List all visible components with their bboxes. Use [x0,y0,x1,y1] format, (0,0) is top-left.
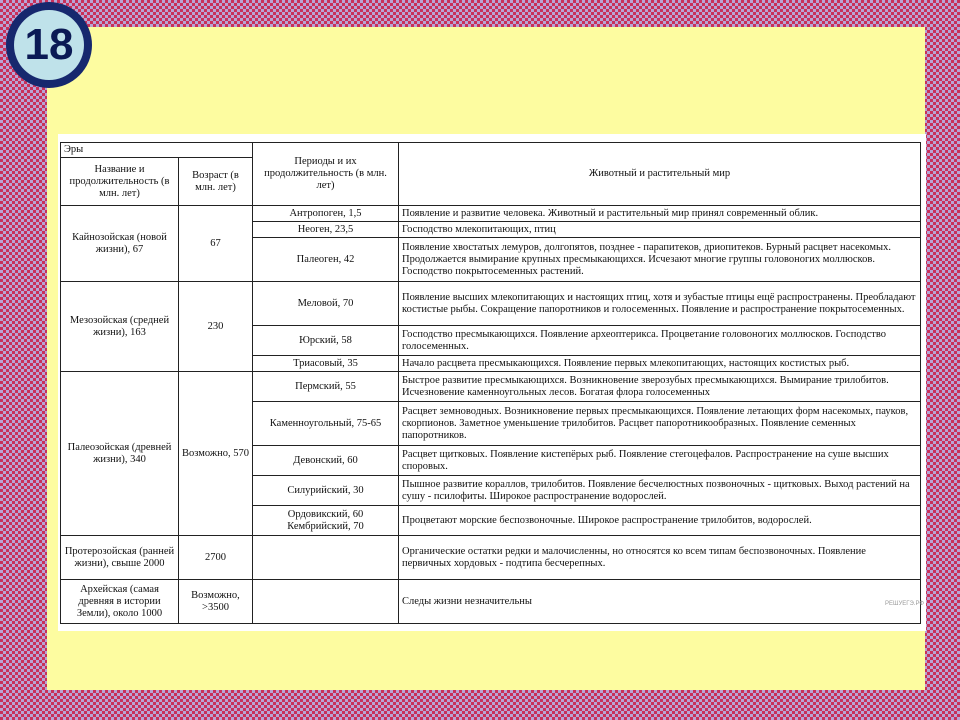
age-cell: 230 [179,282,253,372]
table-row [61,372,921,402]
period-cell: Антропоген, 1,5 [253,206,399,222]
age-cell: Возможно, >3500 [179,580,253,624]
period-cell: Меловой, 70 [253,282,399,326]
table-row [61,536,921,580]
life-cell: Появление хвостатых лемуров, долгопятов, позднее - парапитеков, дриопитеков. Бурный расцвет насекомых. Продолжается вымирание крупных пресмыкающихся. Исчезают многие группы головоногих моллюсков. Господство покрытосеменных растений. [399,238,921,282]
period-cell: Триасовый, 35 [253,356,399,372]
life-cell: Пышное развитие кораллов, трилобитов. Появление бесчелюстных позвоночных - щитковых. Выход растений на сушу - псилофиты. Широкое распространение водорослей. [399,476,921,506]
period-cell: Каменноугольный, 75-65 [253,402,399,446]
eras-table [60,142,921,624]
life-cell: Быстрое развитие пресмыкающихся. Возникновение зверозубых пресмыкающихся. Вымирание трилобитов. Исчезновение каменноугольных лесов. Богатая флора голосеменных [399,372,921,402]
slide-number: 18 [14,10,84,80]
life-cell: Господство пресмыкающихся. Появление археоптерикса. Процветание головоногих моллюсков. Господство голосеменных. [399,326,921,356]
name-header: Название и продолжительность (в млн. лет) [61,158,179,206]
table-row [61,206,921,222]
era-cell: Протерозойская (ранней жизни), свыше 2000 [61,536,179,580]
watermark: РЕШУЕГЭ.РФ [884,601,924,607]
life-cell: Начало расцвета пресмыкающихся. Появление первых млекопитающих, настоящих костистых рыб. [399,356,921,372]
slide-number-badge [6,2,92,88]
life-cell: Появление и развитие человека. Животный и растительный мир принял современный облик. [399,206,921,222]
period-cell: Пермский, 55 [253,372,399,402]
table-panel [58,134,926,631]
table-row [61,282,921,326]
eras-header: Эры [61,143,253,158]
life-cell: Процветают морские беспозвоночные. Широкое распространение трилобитов, водорослей. [399,506,921,536]
age-cell: 67 [179,206,253,282]
era-cell: Кайнозойская (новой жизни), 67 [61,206,179,282]
life-cell: Господство млекопитающих, птиц [399,222,921,238]
era-cell: Палеозойская (древней жизни), 340 [61,372,179,536]
period-cell: Палеоген, 42 [253,238,399,282]
era-cell: Архейская (самая древняя в истории Земли), около 1000 [61,580,179,624]
life-cell: Органические остатки редки и малочисленны, но относятся ко всем типам беспозвоночных. Появление первичных хордовых - подтипа бесчерепных. [399,536,921,580]
period-cell: Девонский, 60 [253,446,399,476]
period-cell: Силурийский, 30 [253,476,399,506]
life-cell: Расцвет щитковых. Появление кистепёрых рыб. Появление стегоцефалов. Распространение на суше высших споровых. [399,446,921,476]
period-cell: Юрский, 58 [253,326,399,356]
age-cell: Возможно, 570 [179,372,253,536]
period-cell: Ордовикский, 60 Кембрийский, 70 [253,506,399,536]
life-cell: Расцвет земноводных. Возникновение первых пресмыкающихся. Появление летающих форм насекомых, пауков, скорпионов. Заметное уменьшение трилобитов. Расцвет папоротникообразных. Появление семенных папоротников. [399,402,921,446]
table-row [61,580,921,624]
life-cell: Следы жизни незначительны [399,580,921,624]
life-cell: Появление высших млекопитающих и настоящих птиц, хотя и зубастые птицы ещё распространены. Преобладают костистые рыбы. Сокращение папоротников и голосеменных. Появление и распространение покрытосеменных. [399,282,921,326]
age-cell: 2700 [179,536,253,580]
period-cell [253,536,399,580]
period-cell: Неоген, 23,5 [253,222,399,238]
periods-header: Периоды и их продолжительность (в млн. лет) [253,143,399,206]
life-header: Животный и растительный мир [399,143,921,206]
age-header: Возраст (в млн. лет) [179,158,253,206]
era-cell: Мезозойская (средней жизни), 163 [61,282,179,372]
period-cell [253,580,399,624]
